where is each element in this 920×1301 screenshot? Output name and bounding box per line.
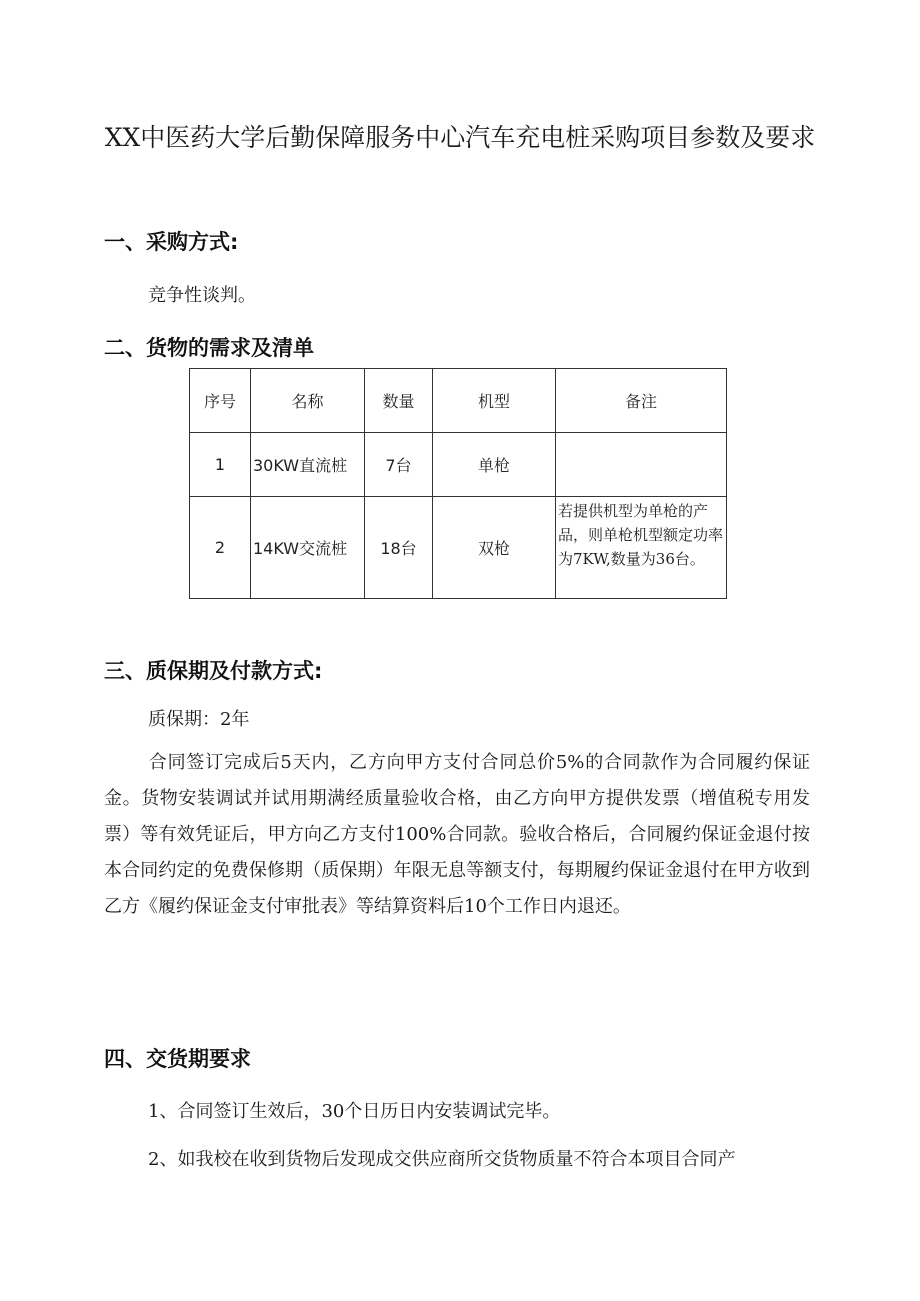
cell-note: 若提供机型为单枪的产品，则单枪机型额定功率为7KW,数量为36台。 [556,497,727,599]
goods-table [189,368,727,599]
header-cell: 备注 [556,369,727,433]
section-1-heading: 一、采购方式: [104,230,239,254]
section-4-heading: 四、交货期要求 [104,1047,251,1071]
delivery-item-1: 1、合同签订生效后，30个日历日内安装调试完毕。 [148,1101,561,1122]
cell-model: 单枪 [433,433,556,497]
table-row [190,497,727,599]
cell-no: 1 [190,433,251,497]
payment-paragraph [104,745,810,925]
warranty-text: 质保期：2年 [148,709,250,730]
cell-note [556,433,727,497]
section-3-heading: 三、质保期及付款方式: [104,659,323,683]
cell-no: 2 [190,497,251,599]
cell-qty: 7台 [365,433,433,497]
header-cell: 数量 [365,369,433,433]
section-2-heading: 二、货物的需求及清单 [104,336,314,360]
table-row [190,433,727,497]
cell-model: 双枪 [433,497,556,599]
delivery-item-2: 2、如我校在收到货物后发现成交供应商所交货物质量不符合本项目合同产 [148,1149,736,1170]
header-cell: 名称 [251,369,365,433]
cell-name: 30KW直流桩 [251,433,365,497]
cell-name: 14KW交流桩 [251,497,365,599]
document-title: XX中医药大学后勤保障服务中心汽车充电桩采购项目参数及要求 [104,123,816,152]
procurement-method-text: 竞争性谈判。 [148,285,256,306]
header-cell: 序号 [190,369,251,433]
table-header-row [190,369,727,433]
cell-qty: 18台 [365,497,433,599]
header-cell: 机型 [433,369,556,433]
payment-text: 合同签订完成后5天内，乙方向甲方支付合同总价5%的合同款作为合同履约保证金。货物安装调试并试用期满经质量验收合格，由乙方向甲方提供发票（增值税专用发票）等有效凭证后，甲方向乙方支付100%合同款。验收合格后，合同履约保证金退付按本合同约定的免费保修期（质保期）年限无息等额支付，每期履约保证金退付在甲方收到乙方《履约保证金支付审批表》等结算资料后10个工作日内退还。 [104,752,810,917]
